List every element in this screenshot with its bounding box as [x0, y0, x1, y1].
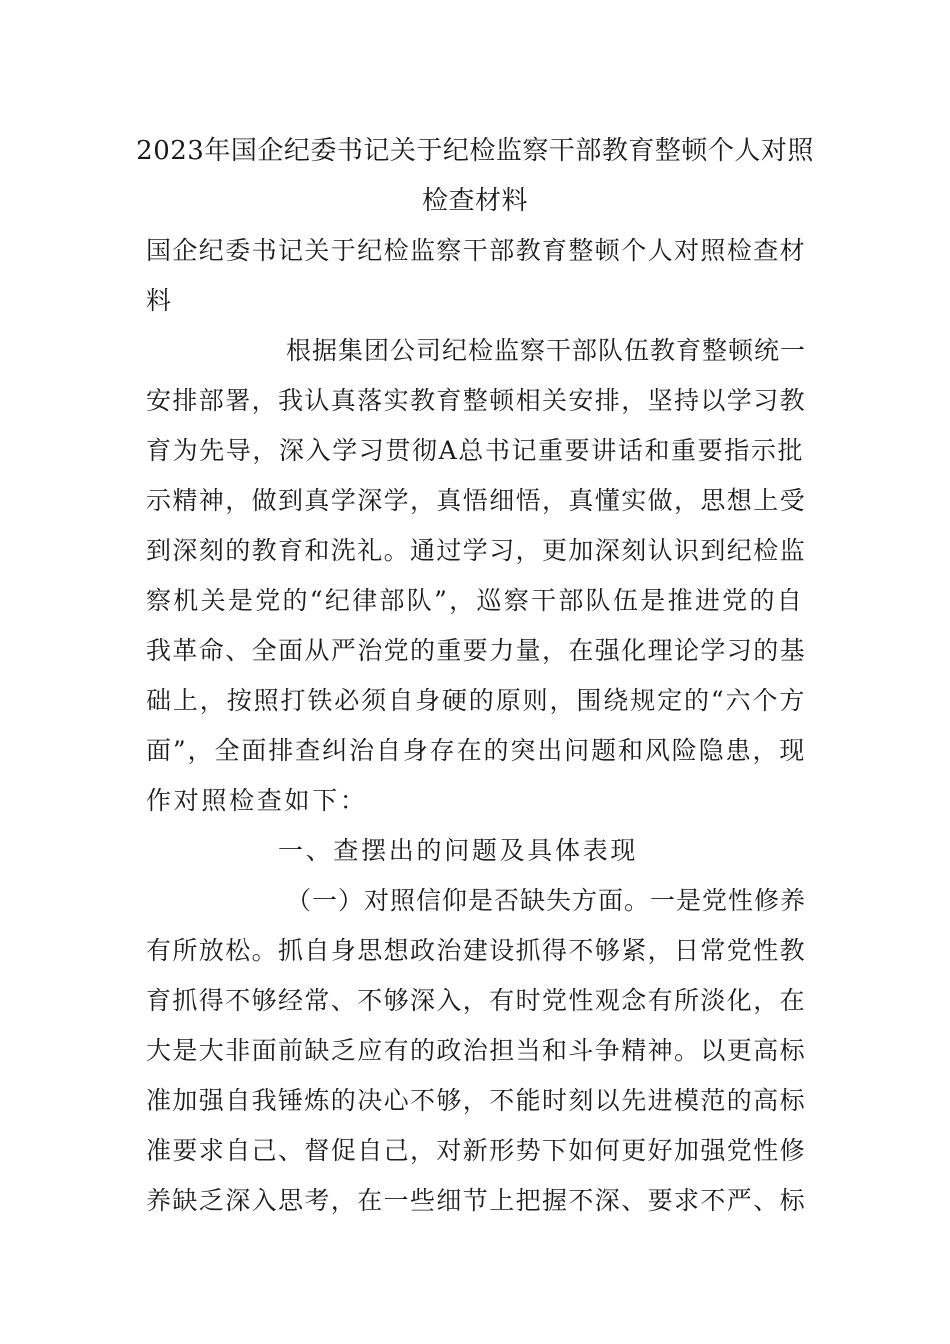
body-line-10: 作对照检查如下：: [146, 786, 368, 815]
body-line-5: 到深刻的教育和洗礼。通过学习，更加深刻认识到纪检监: [146, 536, 807, 565]
body-line-3: 育为先导，深入学习贯彻A总书记重要讲话和重要指示批: [146, 436, 805, 465]
body-line-14: 大是大非面前缺乏应有的政治担当和斗争精神。以更高标: [146, 1036, 807, 1065]
body-line-16: 准要求自己、督促自己，对新形势下如何更好加强党性修: [146, 1136, 807, 1165]
body-line-12: 有所放松。抓自身思想政治建设抓得不够紧，日常党性教: [146, 936, 807, 965]
body-line-9: 面”，全面排查纠治自身存在的突出问题和风险隐患，现: [146, 736, 807, 765]
body-line-6: 察机关是党的“纪律部队”，巡察干部队伍是推进党的自: [146, 586, 805, 615]
document-title-line-1: 2023年国企纪委书记关于纪检监察干部教育整顿个人对照: [136, 136, 814, 166]
document-title-line-2: 检查材料: [421, 186, 528, 216]
body-line-4: 示精神，做到真学深学，真悟细悟，真懂实做，思想上受: [146, 486, 807, 515]
body-line-7: 我革命、全面从严治党的重要力量，在强化理论学习的基: [146, 636, 807, 665]
subtitle-line-2: 料: [146, 286, 174, 315]
body-line-2: 安排部署，我认真落实教育整顿相关安排，坚持以学习教: [146, 386, 807, 415]
body-line-11: （一）对照信仰是否缺失方面。一是党性修养: [286, 886, 807, 915]
body-line-15: 准加强自我锤炼的决心不够，不能时刻以先进模范的高标: [146, 1086, 807, 1115]
section-heading: 一、查摆出的问题及具体表现: [278, 836, 639, 865]
body-line-17: 养缺乏深入思考，在一些细节上把握不深、要求不严、标: [146, 1186, 807, 1215]
body-line-13: 育抓得不够经常、不够深入，有时党性观念有所淡化，在: [146, 986, 807, 1015]
body-line-1: 根据集团公司纪检监察干部队伍教育整顿统一: [286, 336, 807, 365]
body-line-8: 础上，按照打铁必须自身硬的原则，围绕规定的“六个方: [146, 686, 807, 715]
subtitle-line-1: 国企纪委书记关于纪检监察干部教育整顿个人对照检查材: [146, 236, 807, 265]
